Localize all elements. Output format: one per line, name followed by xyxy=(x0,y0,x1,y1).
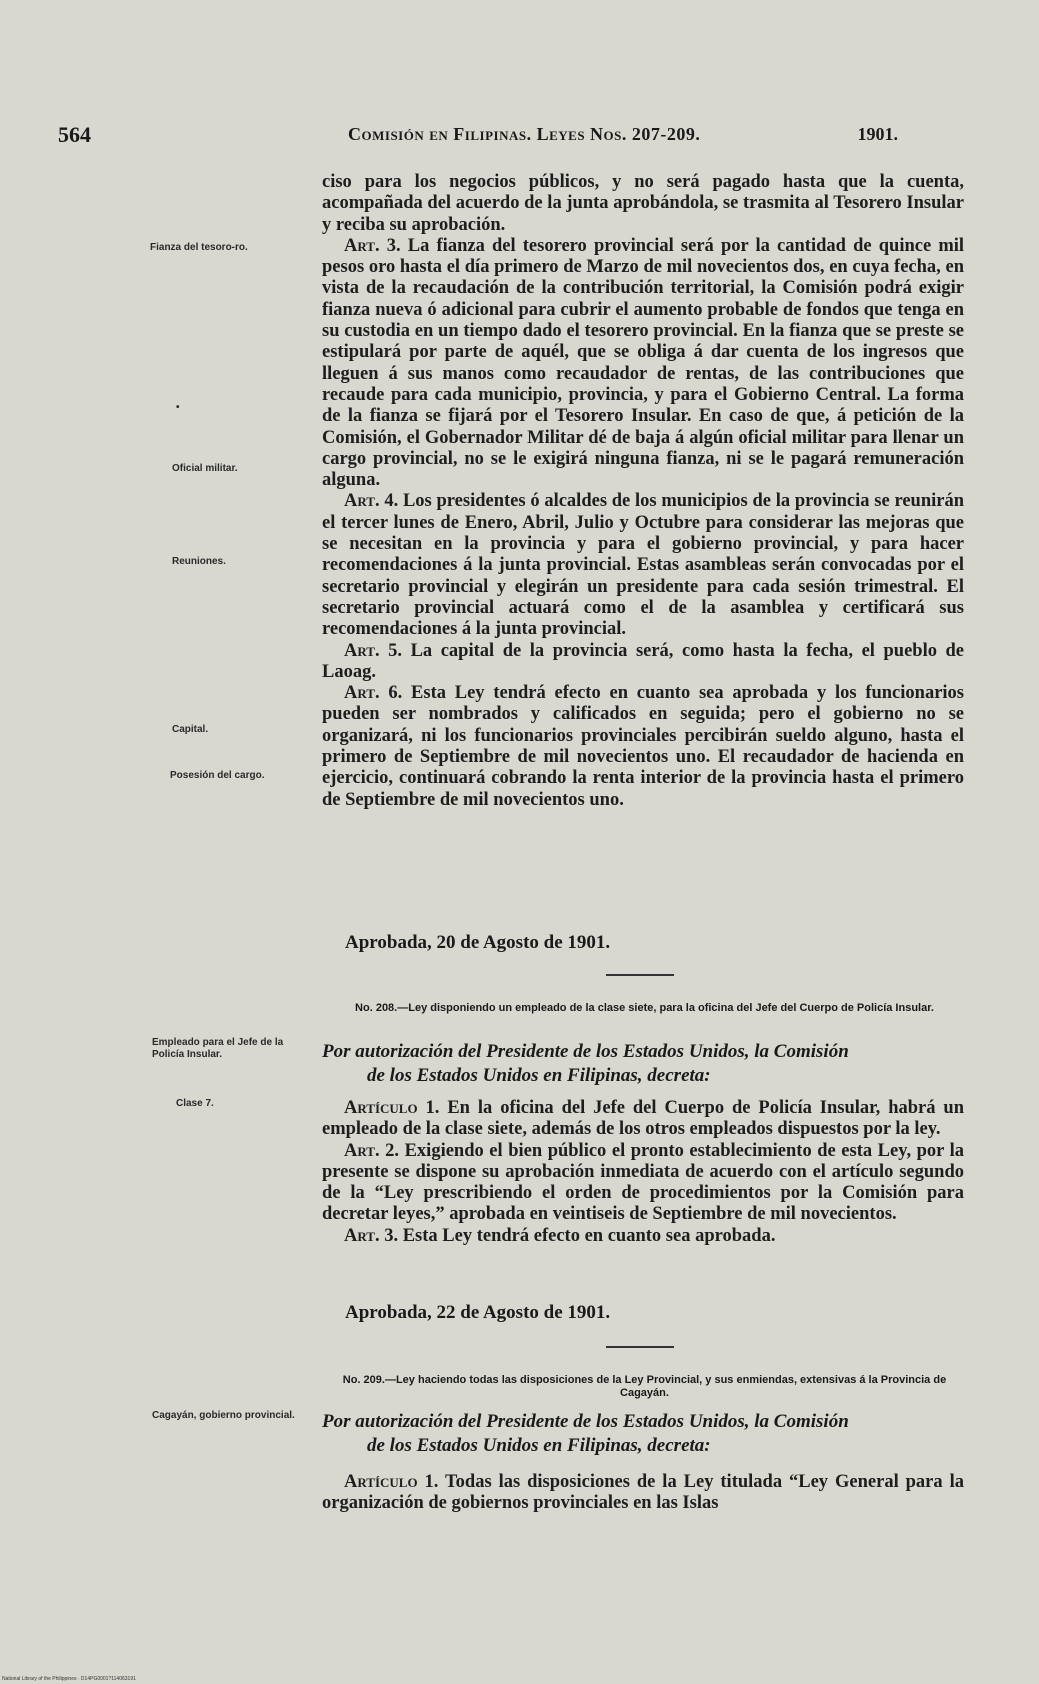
law-209-title: No. 209.—Ley haciendo todas las disposiciones de la Ley Provincial, y sus enmiendas, extensivas á la Provincia de Cagayán. xyxy=(342,1374,947,1399)
section-divider xyxy=(606,1346,674,1348)
article-label: Artículo 1. xyxy=(344,1098,440,1118)
enacting-line-1: Por autorización del Presidente de los Estados Unidos, la Comisión xyxy=(322,1041,849,1062)
article-label: Art. 2. xyxy=(344,1140,400,1161)
article-3-paragraph xyxy=(322,1226,964,1247)
law-208-body xyxy=(322,1098,964,1247)
article-text: Esta Ley tendrá efecto en cuanto sea aprobada y los funcionarios pueden ser nombrados y calificados en seguida; pero el gobierno no se organizará, ni los funcionarios provinciales percibirán sueldo alguno, hasta el primero de Septiembre de mil novecientos uno. El recaudador de hacienda en ejercicio, continuará cobrando la renta interior de la provincia hasta el primero de Septiembre de mil novecientos uno. xyxy=(322,683,965,810)
article-text: En la oficina del Jefe del Cuerpo de Policía Insular, habrá un empleado de la clase siete, además de los otros empleados dispuestos por la ley. xyxy=(322,1098,965,1140)
article-text: Los presidentes ó alcaldes de los municipios de la provincia se reunirán el tercer lunes de Enero, Abril, Julio y Octubre para considerar las mejoras que se necesitan en la provincia y para el gobierno provincial, y para hacer recomendaciones á la junta provincial. Estas asambleas serán convocadas por el secretario provincial y elegirán un presidente para cada sesión trimestral. El secretario provincial actuará como el de la asamblea y certificará sus recomendaciones á la junta provincial. xyxy=(322,491,964,640)
margin-note-clase: Clase 7. xyxy=(176,1098,214,1109)
law-209-body xyxy=(322,1472,964,1515)
article-4-paragraph xyxy=(322,491,964,640)
article-label: Art. 4. xyxy=(344,491,399,512)
law-208-title: No. 208.—Ley disponiendo un empleado de la clase siete, para la oficina del Jefe del Cuerpo de Policía Insular. xyxy=(355,1002,934,1014)
law-207-body xyxy=(322,172,964,811)
margin-note-capital: Capital. xyxy=(172,724,209,735)
section-divider xyxy=(606,974,674,976)
article-text: La capital de la provincia será, como hasta la fecha, el pueblo de Laoag. xyxy=(322,640,965,682)
article-2-paragraph xyxy=(322,1141,964,1226)
margin-note-asterisk: • xyxy=(176,402,180,413)
article-label: Artículo 1. xyxy=(344,1472,439,1492)
law-207-approved: Aprobada, 20 de Agosto de 1901. xyxy=(345,932,611,953)
article-text: Todas las disposiciones de la Ley titulada “Ley General para la organización de gobiernos provinciales en las Islas xyxy=(322,1472,964,1514)
enacting-line-2: de los Estados Unidos en Filipinas, decreta: xyxy=(367,1065,711,1086)
article-6-paragraph xyxy=(322,683,964,811)
article-label: Art. 3. xyxy=(344,1225,399,1246)
article-label: Art. 5. xyxy=(344,640,403,661)
page-header xyxy=(58,122,898,152)
margin-note-fianza: Fianza del tesoro-ro. xyxy=(150,242,248,253)
running-title: Comisión en Filipinas. Leyes Nos. 207-209. xyxy=(348,124,701,144)
article-text: Esta Ley tendrá efecto en cuanto sea aprobada. xyxy=(402,1225,776,1246)
margin-note-reuniones: Reuniones. xyxy=(172,556,226,567)
article-label: Art. 6. xyxy=(344,683,403,704)
page-number: 564 xyxy=(58,122,91,147)
article-5-paragraph xyxy=(322,641,964,684)
margin-note-posesion: Posesión del cargo. xyxy=(170,770,265,781)
margin-note-oficial: Oficial militar. xyxy=(172,463,238,474)
margin-note-empleado: Empleado para el Jefe de la Policía Insular. xyxy=(152,1037,284,1060)
enacting-line-2: de los Estados Unidos en Filipinas, decreta: xyxy=(367,1435,711,1456)
margin-note-cagayan: Cagayán, gobierno provincial. xyxy=(152,1410,295,1421)
law-208-approved: Aprobada, 22 de Agosto de 1901. xyxy=(345,1302,611,1323)
law-209-enacting-clause xyxy=(322,1410,964,1458)
article-1-paragraph xyxy=(322,1098,964,1141)
article-text: La fianza del tesorero provincial será por la cantidad de quince mil pesos oro hasta el día primero de Marzo de mil novecientos dos, en cuya fecha, en vista de la recaudación de la contribución territorial, la Comisión podrá exigir fianza nueva ó adicional para cubrir el aumento probable de fondos que tenga en su custodia en un tiempo dado el tesorero provincial. En la fianza que se preste se estipulará por parte de aquél, que se obliga á dar cuenta de los ingresos que lleguen á sus manos como recaudador de rentas, de las contribuciones que recaude para cada municipio, provincia, y para el Gobierno Central. La forma de la fianza se fijará por el Tesorero Insular. En caso de que, á petición de la Comisión, el Gobernador Militar dé de baja á algún oficial militar para llenar un cargo provincial, no se le exigirá ninguna fianza, ni se le pagará remuneración alguna. xyxy=(322,235,965,491)
article-text: Exigiendo el bien público el pronto establecimiento de esta Ley, por la presente se dispone su aprobación inmediata de acuerdo con el artículo segundo de la “Ley prescribiendo el orden de procedimientos por la Comisión para decretar leyes,” aprobada en veintiseis de Septiembre de mil novecientos. xyxy=(322,1140,965,1225)
law-208-enacting-clause xyxy=(322,1040,964,1088)
article-3-paragraph xyxy=(322,236,964,492)
article-1-paragraph xyxy=(322,1472,964,1515)
header-year: 1901. xyxy=(857,124,898,144)
enacting-line-1: Por autorización del Presidente de los Estados Unidos, la Comisión xyxy=(322,1411,849,1432)
continuation-paragraph: ciso para los negocios públicos, y no será pagado hasta que la cuenta, acompañada del acuerdo de la junta aprobándola, se trasmita al Tesorero Insular y reciba su aprobación. xyxy=(322,172,964,235)
scan-footer: National Library of the Philippines · D14PG0001?114063191 xyxy=(2,1676,136,1682)
article-label: Art. 3. xyxy=(344,235,401,256)
